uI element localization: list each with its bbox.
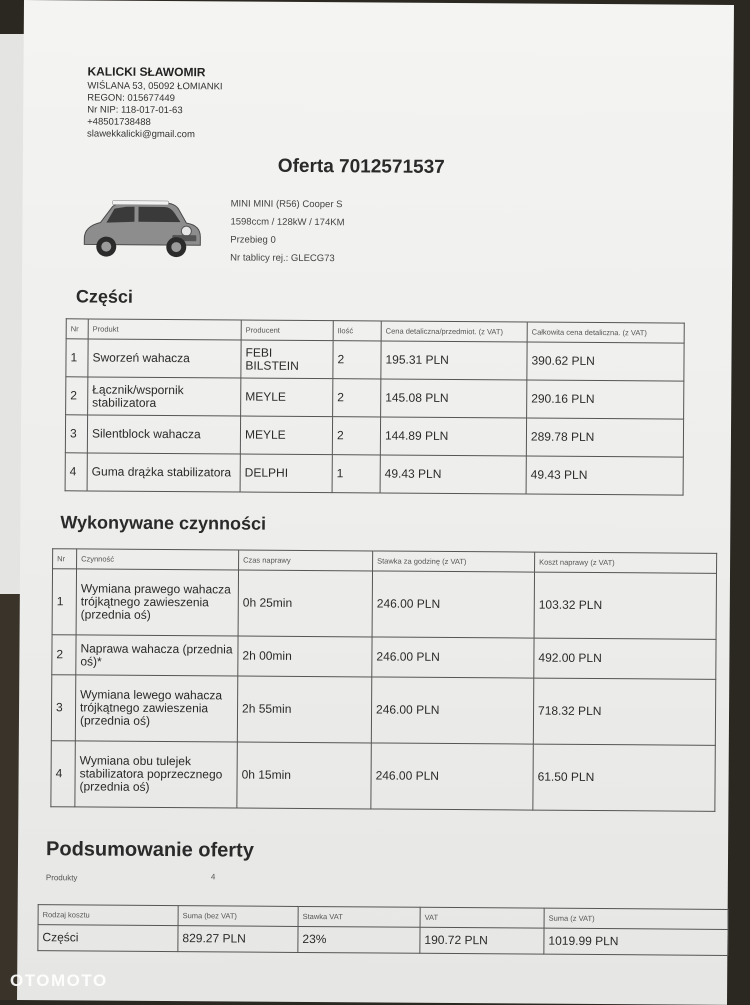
vehicle-plate: Nr tablicy rej.: GLECG73 [230, 252, 335, 265]
product-producer: MEYLE [241, 378, 333, 417]
company-phone: +48501738488 [87, 116, 151, 128]
company-regon: REGON: 015677449 [87, 92, 176, 105]
header-cell: Suma (bez VAT) [178, 906, 298, 927]
table-row [65, 453, 683, 495]
vehicle-info [230, 195, 345, 268]
labor-section-title: Wykonywane czynności [60, 512, 267, 534]
labor-time: 0h 25min [238, 570, 372, 637]
total-price: 290.16 PLN [527, 380, 684, 419]
product-name: Silentblock wahacza [87, 415, 240, 454]
header-cell: Stawka za godzinę (z VAT) [373, 551, 535, 572]
labor-cost: 718.32 PLN [533, 678, 715, 745]
row-number: 3 [51, 675, 75, 741]
header-cell: Stawka VAT [298, 906, 420, 927]
row-number: 2 [52, 635, 76, 675]
table-row [52, 569, 716, 640]
header-cell: Nr [53, 549, 77, 569]
otomoto-watermark: OTOMOTO [10, 971, 108, 990]
hourly-rate: 246.00 PLN [371, 677, 533, 744]
parts-table [65, 318, 685, 495]
table-row [51, 741, 715, 812]
company-info [87, 64, 223, 141]
vat-rate: 23% [298, 926, 420, 953]
product-quantity: 2 [333, 379, 381, 417]
product-quantity: 1 [332, 455, 380, 493]
total-price: 289.78 PLN [526, 418, 683, 457]
row-number: 1 [52, 569, 76, 635]
vehicle-mileage: Przebieg 0 [230, 234, 276, 246]
header-cell: Cena detaliczna/przedmiot. (z VAT) [381, 321, 527, 342]
header-cell: Czynność [77, 549, 239, 570]
table-row [52, 635, 716, 680]
header-cell: VAT [420, 907, 544, 928]
parts-section-title: Części [75, 286, 134, 307]
car-icon [78, 194, 204, 265]
product-name: Guma drążka stabilizatora [87, 453, 240, 492]
header-cell: Producent [241, 320, 333, 341]
products-label: Produkty [45, 873, 78, 883]
company-name: KALICKI SŁAWOMIR [87, 64, 206, 80]
unit-price: 49.43 PLN [380, 455, 526, 494]
unit-price: 195.31 PLN [381, 341, 527, 380]
row-number: 2 [66, 377, 88, 415]
table-row [51, 675, 715, 746]
header-cell: Ilość [333, 321, 381, 341]
labor-description: Wymiana prawego wahacza trójkątnego zawieszenia (przednia oś) [76, 569, 238, 636]
header-cell: Suma (z VAT) [544, 908, 728, 929]
product-quantity: 2 [333, 341, 381, 379]
table-row [38, 925, 728, 956]
row-number: 3 [65, 415, 87, 453]
labor-description: Naprawa wahacza (przednia oś)* [76, 635, 238, 676]
table-row [66, 339, 684, 381]
offer-document [17, 0, 734, 1005]
labor-time: 2h 00min [238, 636, 372, 677]
labor-cost: 61.50 PLN [533, 744, 715, 811]
header-cell: Całkowita cena detaliczna. (z VAT) [527, 322, 684, 343]
labor-description: Wymiana lewego wahacza trójkątnego zawieszenia (przednia oś) [75, 675, 237, 742]
vehicle-model: MINI MINI (R56) Cooper S [230, 198, 343, 211]
labor-time: 2h 55min [237, 676, 371, 743]
header-cell: Rodzaj kosztu [38, 905, 178, 926]
offer-title: Oferta 7012571537 [277, 155, 445, 178]
gross-sum: 1019.99 PLN [544, 928, 728, 955]
hourly-rate: 246.00 PLN [371, 743, 533, 810]
header-cell: Czas naprawy [239, 550, 373, 571]
unit-price: 145.08 PLN [381, 379, 527, 418]
summary-table [37, 904, 728, 956]
unit-price: 144.89 PLN [380, 417, 526, 456]
labor-cost: 492.00 PLN [534, 638, 716, 679]
labor-time: 0h 15min [237, 742, 371, 809]
product-name: Łącznik/wspornik stabilizatora [88, 377, 241, 416]
products-count: 4 [210, 872, 216, 882]
header-cell: Nr [66, 319, 88, 339]
header-cell: Produkt [88, 319, 241, 340]
table-row [66, 377, 684, 419]
total-price: 390.62 PLN [527, 342, 684, 381]
vehicle-engine: 1598ccm / 128kW / 174KM [230, 216, 345, 229]
row-number: 1 [66, 339, 88, 377]
hourly-rate: 246.00 PLN [372, 637, 534, 678]
product-name: Sworzeń wahacza [88, 339, 241, 378]
cost-type: Części [38, 925, 178, 952]
summary-section-title: Podsumowanie oferty [45, 838, 254, 862]
header-cell: Koszt naprawy (z VAT) [535, 552, 717, 573]
labor-description: Wymiana obu tulejek stabilizatora poprzecznego (przednia oś) [75, 741, 237, 808]
hourly-rate: 246.00 PLN [372, 571, 534, 638]
company-email: slawekkalicki@gmail.com [87, 128, 195, 141]
product-producer: MEYLE [240, 416, 332, 455]
product-quantity: 2 [332, 417, 380, 455]
row-number: 4 [51, 741, 75, 807]
net-sum: 829.27 PLN [178, 926, 298, 953]
row-number: 4 [65, 453, 87, 491]
product-producer: DELPHI [240, 454, 332, 493]
table-row [65, 415, 683, 457]
labor-table [50, 548, 717, 812]
labor-cost: 103.32 PLN [534, 572, 716, 639]
company-nip: Nr NIP: 118-017-01-63 [87, 104, 183, 117]
company-address: WIŚLANA 53, 05092 ŁOMIANKI [87, 80, 223, 93]
product-producer: FEBI BILSTEIN [241, 340, 333, 379]
total-price: 49.43 PLN [526, 456, 683, 495]
vat-amount: 190.72 PLN [420, 927, 544, 954]
